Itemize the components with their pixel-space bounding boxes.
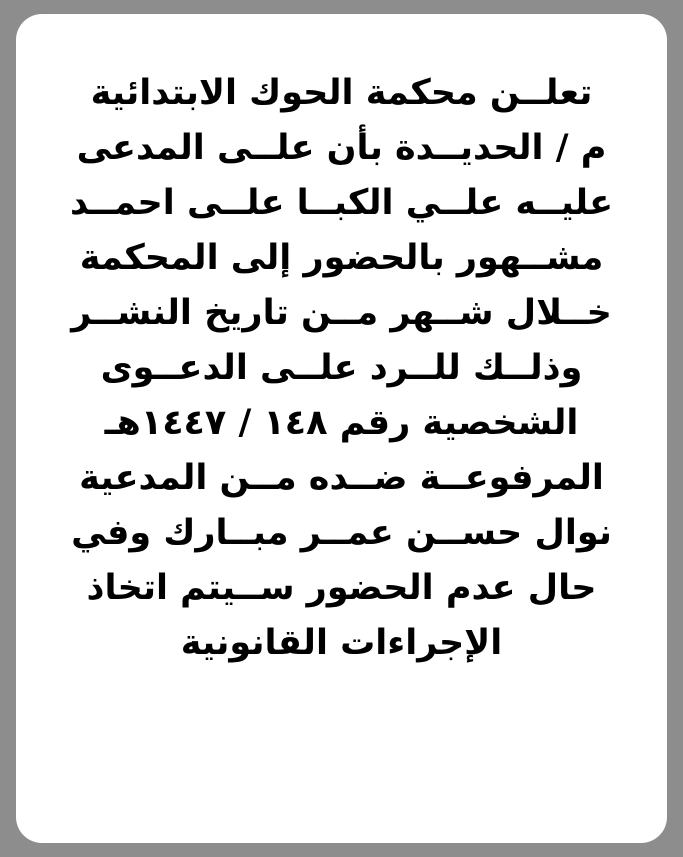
notice-line: عليــه علــي الكبــا علــى احمــد bbox=[69, 183, 614, 223]
notice-line: مشــهور بالحضور إلى المحكمة bbox=[79, 238, 604, 278]
notice-line: تعلــن محكمة الحوك الابتدائية bbox=[90, 73, 593, 113]
notice-text-block bbox=[46, 66, 637, 809]
notice-line: وذلــك للــرد علــى الدعــوى bbox=[100, 348, 583, 388]
notice-line: المرفوعــة ضــده مــن المدعية bbox=[79, 458, 604, 498]
notice-line: الإجراءات القانونية bbox=[180, 623, 503, 663]
notice-line: خــلال شــهر مــن تاريخ النشــر bbox=[71, 293, 612, 333]
notice-line: م / الحديــدة بأن علــى المدعى bbox=[76, 128, 607, 168]
notice-line-case-number: الشخصية رقم ١٤٨ / ١٤٤٧هـ bbox=[104, 403, 579, 443]
notice-line: حال عدم الحضور ســيتم اتخاذ bbox=[86, 568, 597, 608]
notice-card bbox=[16, 14, 667, 843]
notice-line: نوال حســن عمــر مبــارك وفي bbox=[71, 513, 612, 553]
